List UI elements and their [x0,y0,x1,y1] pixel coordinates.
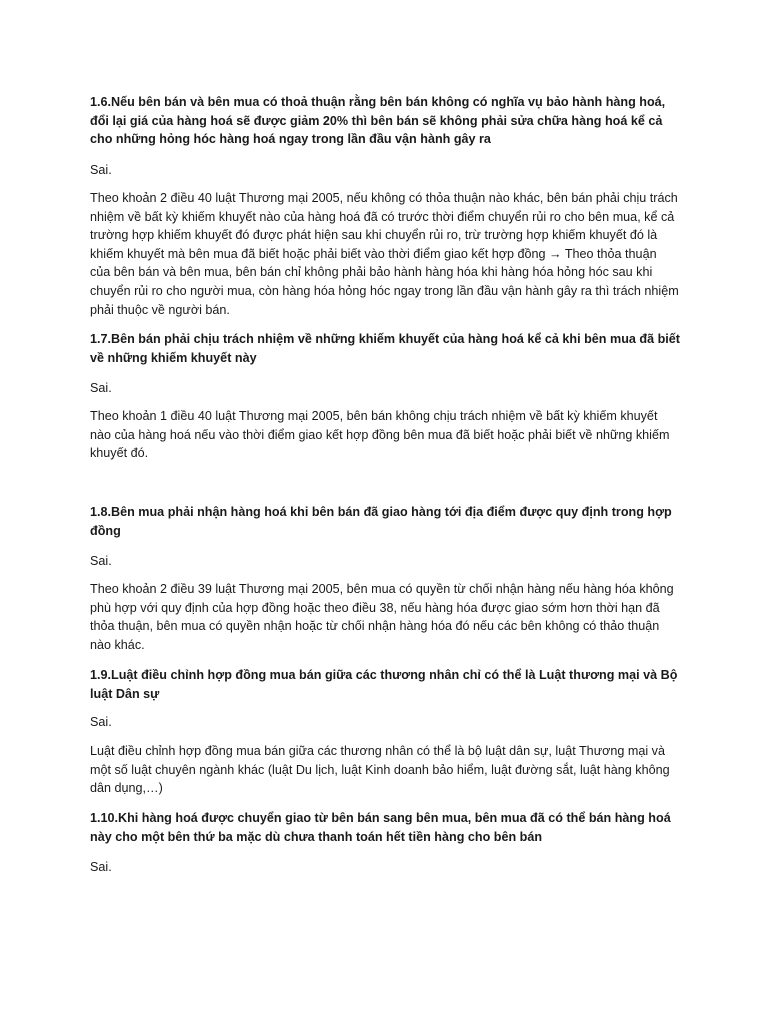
explanation-1-9: Luật điều chỉnh hợp đồng mua bán giữa các thương nhân có thể là bộ luật dân sự, luật Thương mại và một số luật chuyên ngành khác (luật Du lịch, luật Kinh doanh bảo hiểm, luật đường sắt, luật hàng không dân dụng,…) [90,744,670,796]
answer-1-10: Sai. [90,860,112,874]
explanation-1-7: Theo khoản 1 điều 40 luật Thương mại 2005, bên bán không chịu trách nhiệm về bất kỳ khiếm khuyết nào của hàng hoá nếu vào thời điểm giao kết hợp đồng bên mua đã biết hoặc phải biết về những khiếm khuyết đó. [90,409,670,461]
question-1-7: 1.7.Bên bán phải chịu trách nhiệm về những khiếm khuyết của hàng hoá kể cả khi bên mua đã biết về những khiếm khuyết này [90,332,680,365]
answer-1-8: Sai. [90,554,112,568]
answer-1-7: Sai. [90,381,112,395]
answer-1-6: Sai. [90,163,112,177]
question-1-6: 1.6.Nếu bên bán và bên mua có thoả thuận rằng bên bán không có nghĩa vụ bảo hành hàng hoá, đổi lại giá của hàng hoá sẽ được giảm 20% thì bên bán sẽ không phải sửa chữa hàng hoá kể cả cho những hỏng hóc hàng hoá ngay trong lần đầu vận hành gây ra [90,95,666,147]
question-1-8: 1.8.Bên mua phải nhận hàng hoá khi bên bán đã giao hàng tới địa điểm được quy định trong hợp đồng [90,505,672,538]
answer-1-9: Sai. [90,715,112,729]
question-1-9: 1.9.Luật điều chỉnh hợp đồng mua bán giữa các thương nhân chỉ có thể là Luật thương mại và Bộ luật Dân sự [90,668,678,701]
explanation-1-8: Theo khoản 2 điều 39 luật Thương mại 2005, bên mua có quyền từ chối nhận hàng nếu hàng hóa không phù hợp với quy định của hợp đồng hoặc theo điều 38, nếu hàng hóa được giao sớm hơn thời hạn đã thỏa thuận, bên mua có quyền nhận hoặc từ chối nhận hàng hóa đó nếu các bên không có thảo thuận nào khác. [90,582,674,652]
explanation-1-6: Theo khoản 2 điều 40 luật Thương mại 2005, nếu không có thỏa thuận nào khác, bên bán phải chịu trách nhiệm về bất kỳ khiếm khuyết nào của hàng hoá đã có trước thời điểm chuyển rủi ro cho bên mua, kể cả trường hợp khiếm khuyết đó được phát hiện sau khi chuyển rủi ro, trừ trường hợp khiếm khuyết đó là khiếm khuyết mà bên mua đã biết hoặc phải biết vào thời điểm giao kết hợp đồng → Theo thỏa thuận của bên bán và bên mua, bên bán chỉ không phải bảo hành hàng hóa khi hàng hóa hỏng hóc sau khi chuyển rủi ro cho người mua, còn hàng hóa hỏng hóc ngay trong lần đầu vận hành gây ra thì trách nhiệm phải thuộc về người bán. [90,191,679,317]
question-1-10: 1.10.Khi hàng hoá được chuyển giao từ bên bán sang bên mua, bên mua đã có thể bán hàng hoá này cho một bên thứ ba mặc dù chưa thanh toán hết tiền hàng cho bên bán [90,811,671,844]
